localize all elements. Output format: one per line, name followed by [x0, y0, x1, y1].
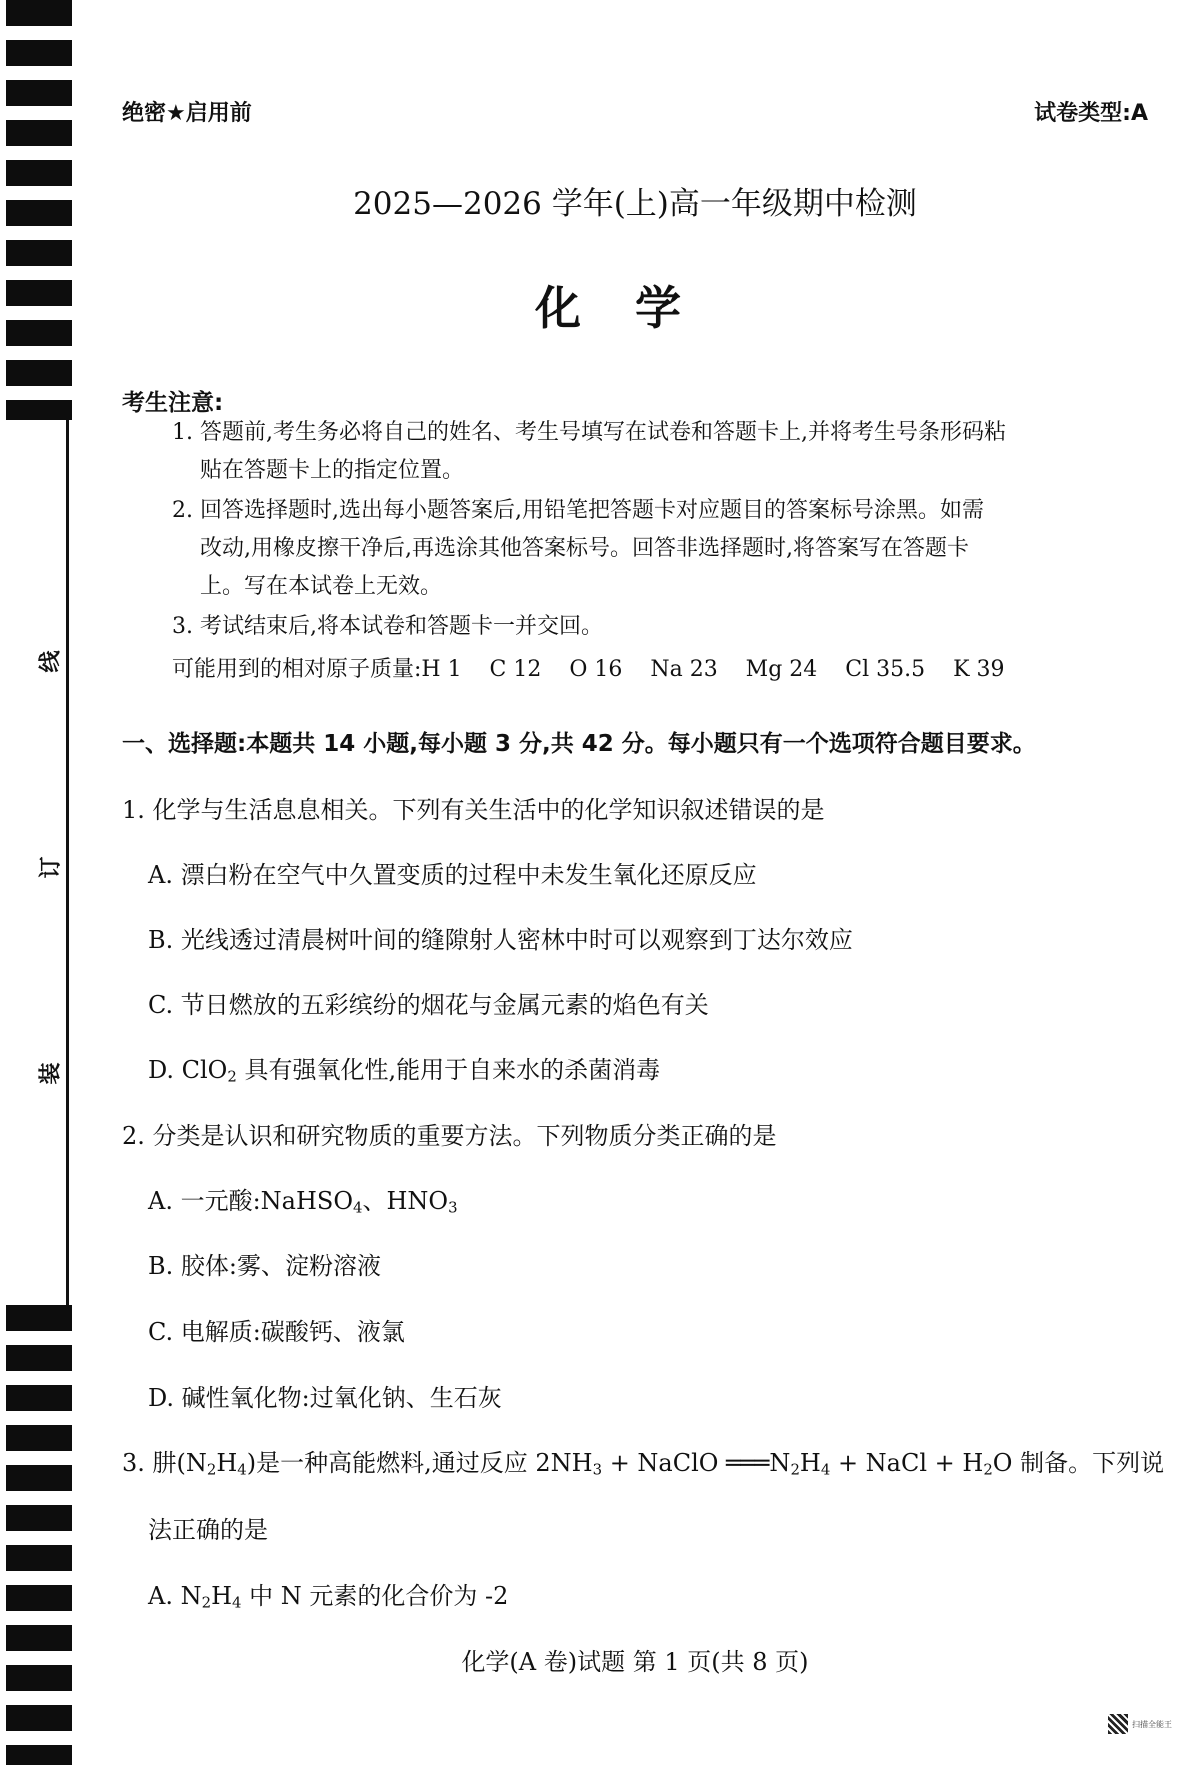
question-1-option-d: D. ClO$_2$ 具有强氧化性,能用于自来水的杀菌消毒: [148, 1056, 661, 1086]
notice-item-3: 3. 考试结束后,将本试卷和答题卡一并交回。: [172, 614, 603, 639]
question-2-option-d: D. 碱性氧化物:过氧化钠、生石灰: [148, 1384, 502, 1412]
binding-char-line: 线: [37, 650, 64, 673]
question-3-option-a: A. $N_2H_4$ 中 N 元素的化合价为 -2: [148, 1582, 509, 1612]
atomic-masses: 可能用到的相对原子质量:H 1 C 12 O 16 Na 23 Mg 24 Cl 35.5 K 39: [172, 657, 1005, 682]
notice-label: 考生注意:: [122, 390, 224, 416]
page-footer: 化学(A 卷)试题 第 1 页(共 8 页): [461, 1648, 809, 1676]
scanner-watermark: [1108, 1712, 1188, 1736]
exam-title: 2025—2026 学年(上)高一年级期中检测: [353, 186, 917, 222]
question-2-stem: 2. 分类是认识和研究物质的重要方法。下列物质分类正确的是: [122, 1122, 777, 1150]
question-2-option-c: C. 电解质:碳酸钙、液氯: [148, 1318, 405, 1346]
question-2-option-a: A. 一元酸:NaHSO$_4$、$HNO_3$: [148, 1187, 458, 1217]
question-1-option-b: B. 光线透过清晨树叶间的缝隙射人密林中时可以观察到丁达尔效应: [148, 926, 853, 954]
scanner-label: 扫描全能王: [1132, 1719, 1172, 1729]
page-header: [122, 96, 1148, 127]
binding-strip: [0, 0, 72, 1765]
notice-item-1: 1. 答题前,考生务必将自己的姓名、考生号填写在试卷和答题卡上,并将考生号条形码粘 贴在答题卡上的指定位置。: [172, 420, 1006, 483]
binding-bar-bottom: [6, 1305, 72, 1765]
section-heading: 一、选择题:本题共 14 小题,每小题 3 分,共 42 分。每小题只有一个选项符合题目要求。: [122, 731, 1036, 757]
question-3-stem-line-2: 法正确的是: [148, 1516, 268, 1544]
question-1-option-a: A. 漂白粉在空气中久置变质的过程中未发生氧化还原反应: [148, 861, 757, 889]
qr-code-icon: [1108, 1714, 1128, 1734]
binding-char-bind: 装: [37, 1062, 64, 1085]
question-1-option-c: C. 节日燃放的五彩缤纷的烟花与金属元素的焰色有关: [148, 991, 709, 1019]
binding-line: [66, 420, 69, 1305]
paper-type-label: 试卷类型:A: [1034, 101, 1148, 126]
confidential-label: 绝密★启用前: [122, 101, 252, 126]
notice-item-2: 2. 回答选择题时,选出每小题答案后,用铅笔把答题卡对应题目的答案标号涂黑。如需 改动,用橡皮擦干净后,再选涂其他答案标号。回答非选择题时,将答案写在答题卡 上。写在本试卷上无效。: [172, 498, 984, 599]
question-2-option-b: B. 胶体:雾、淀粉溶液: [148, 1252, 381, 1280]
subject-title: 化学: [535, 281, 735, 335]
question-1-stem: 1. 化学与生活息息相关。下列有关生活中的化学知识叙述错误的是: [122, 796, 825, 824]
question-3-stem: 3. 肼$(N_2H_4)$是一种高能燃料,通过反应 $2NH_3$ + NaClO $═══N_2H_4$ + NaCl + $H_2O$ 制备。下列说: [122, 1449, 1165, 1479]
binding-char-staple: 订: [37, 856, 64, 879]
